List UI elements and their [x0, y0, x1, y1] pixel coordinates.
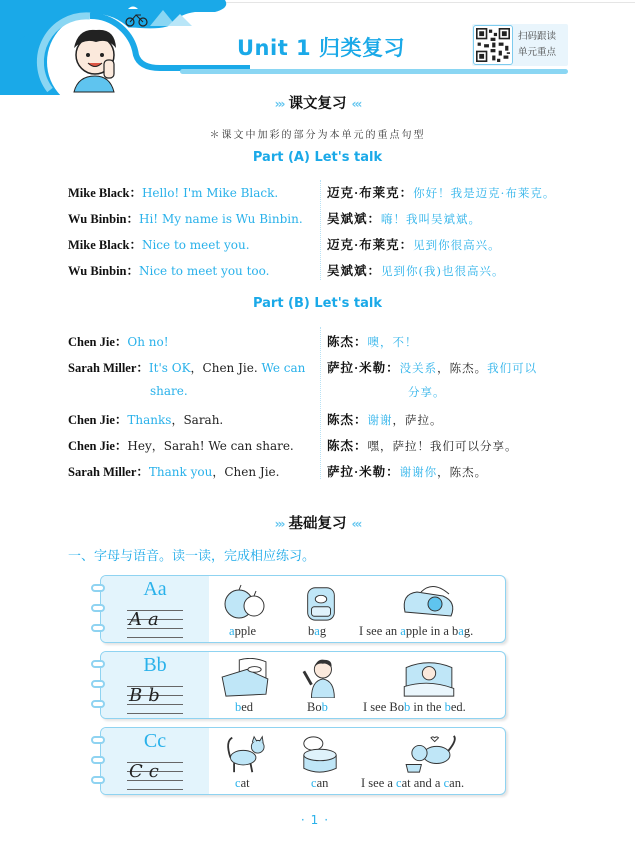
speaker-name-zh: 吴斌斌：: [327, 264, 382, 278]
arrows-right-icon: ›››: [274, 97, 284, 111]
apple-in-bag-icon: [399, 582, 459, 622]
dialog-line: [68, 436, 578, 462]
exercise-1-instruction: 一、字母与语音。读一读，完成相应练习。: [68, 549, 316, 564]
word-apple: apple: [229, 624, 257, 638]
dialog-line: [68, 209, 578, 235]
backpack-icon: [301, 582, 341, 622]
dialog-chinese: 嘿，萨拉！我们可以分享。: [367, 439, 518, 453]
binder-ring-icon: [91, 756, 105, 764]
bed-icon: [217, 658, 273, 698]
speaker-name-zh: 迈克·布莱克：: [327, 186, 414, 200]
speaker-name: Sarah Miller：: [68, 465, 149, 479]
speaker-name-zh: 萨拉·米勒：: [327, 361, 400, 375]
section-title-text: 课文复习: [288, 96, 347, 112]
dialog-english: Hello! I'm Mike Black.: [141, 186, 279, 200]
letter-card-c: [100, 727, 506, 795]
dialog-line: [68, 183, 578, 209]
dialog-chinese: ，陈杰。: [437, 465, 488, 479]
speaker-name-zh: 陈杰：: [327, 413, 368, 427]
arrows-left-icon: ‹‹‹: [351, 97, 361, 111]
speaker-name: Sarah Miller：: [68, 361, 149, 375]
word-bag: bag: [308, 624, 327, 638]
dialog-line: [68, 235, 578, 261]
letter-script: Aa: [129, 609, 165, 630]
dialog-english: Nice to meet you.: [141, 238, 250, 252]
qr-code-icon: [476, 28, 510, 62]
dialog-chinese-highlight: 谢谢: [367, 413, 393, 427]
dialog-line: [68, 358, 578, 384]
dialog-english-highlight: Thank you: [148, 465, 213, 479]
letter-card-b: [100, 651, 506, 719]
dialog-chinese: 见到你(我)也很高兴。: [381, 264, 505, 278]
binder-ring-icon: [91, 700, 105, 708]
dialog-english: Hi! My name is Wu Binbin.: [139, 212, 303, 226]
dialog-line: [68, 261, 578, 287]
speaker-name: Chen Jie：: [68, 335, 128, 349]
highlight-note: ＊课文中加彩的部分为本单元的重点句型: [209, 130, 426, 141]
dialog-chinese-highlight: 噢，不！: [367, 335, 418, 349]
dialog-line: [68, 410, 578, 436]
dialog-line-continuation: [68, 384, 578, 410]
letter-print: Aa: [143, 578, 167, 600]
qr-label-line2: 单元重点: [518, 47, 557, 58]
dialog-chinese: ，陈杰。: [437, 361, 488, 375]
speaker-name: Wu Binbin：: [68, 212, 139, 226]
section-title-review-text: [0, 92, 635, 113]
word-cat: cat: [235, 776, 250, 790]
dialog-chinese: 嗨！我叫吴斌斌。: [381, 212, 482, 226]
dialog-chinese-highlight: 没关系: [399, 361, 438, 375]
dialog-english-highlight: Thanks: [127, 413, 172, 427]
dialog-english-highlight: It's OK: [148, 361, 191, 375]
sentence-apple-bag: I see an apple in a bag.: [359, 624, 474, 638]
dialog-chinese-highlight: 谢谢你: [399, 465, 438, 479]
dialog-english: Hey，Sarah! We can share.: [127, 439, 294, 453]
arrows-right-icon: ›››: [274, 517, 284, 531]
dialog-chinese-highlight: 分享。: [408, 385, 446, 399]
cat-and-can-icon: [397, 734, 461, 774]
tin-can-icon: [297, 734, 343, 774]
letter-script: Bb: [129, 685, 166, 706]
dialog-english: Nice to meet you too.: [139, 264, 270, 278]
title-underline: [180, 69, 568, 74]
sentence-bob-bed: I see Bob in the bed.: [363, 700, 466, 714]
word-bob: Bob: [307, 700, 328, 714]
letter-print: Bb: [143, 654, 167, 676]
speaker-name: Chen Jie：: [68, 439, 128, 453]
dialog-english: ，Chen Jie.: [190, 361, 262, 375]
speaker-name-zh: 吴斌斌：: [327, 212, 382, 226]
binder-ring-icon: [91, 624, 105, 632]
binder-ring-icon: [91, 776, 105, 784]
word-bed: bed: [235, 700, 254, 714]
dialog-line: [68, 332, 578, 358]
apple-icon: [221, 582, 269, 622]
speaker-name-zh: 萨拉·米勒：: [327, 465, 400, 479]
page-number: ·1·: [300, 813, 335, 827]
dialog-english: ，Sarah.: [171, 413, 224, 427]
dialog-english: ，Chen Jie.: [212, 465, 280, 479]
dialog-english-highlight: share.: [150, 384, 188, 398]
boy-in-bed-icon: [399, 658, 459, 698]
boy-waving-icon: [299, 658, 343, 698]
part-b-title: Part (B) Let's talk: [252, 296, 383, 311]
dialog-chinese: 见到你很高兴。: [413, 238, 501, 252]
section-title-text: 基础复习: [288, 516, 347, 532]
speaker-name: Wu Binbin：: [68, 264, 139, 278]
binder-ring-icon: [91, 604, 105, 612]
dialog-english-highlight: We can: [261, 361, 306, 375]
word-can: can: [311, 776, 329, 790]
dialog-chinese: ，萨拉。: [392, 413, 443, 427]
qr-label: [518, 29, 556, 61]
sentence-cat-can: I see a cat and a can.: [361, 776, 465, 790]
boy-thumbs-up-illustration: [74, 30, 116, 92]
letter-script: Cc: [129, 761, 165, 782]
speaker-name: Mike Black：: [68, 238, 142, 252]
letter-card-a: [100, 575, 506, 643]
dialog-line: [68, 462, 578, 488]
letter-print: Cc: [143, 730, 167, 752]
speaker-name-zh: 迈克·布莱克：: [327, 238, 414, 252]
speaker-name: Mike Black：: [68, 186, 142, 200]
speaker-name-zh: 陈杰：: [327, 439, 368, 453]
qr-label-line1: 扫码跟读: [518, 31, 557, 42]
cat-icon: [219, 734, 271, 774]
part-a-title: Part (A) Let's talk: [252, 150, 383, 165]
dialog-chinese: 你好！我是迈克·布莱克。: [413, 186, 556, 200]
arrows-left-icon: ‹‹‹: [351, 517, 361, 531]
speaker-name-zh: 陈杰：: [327, 335, 368, 349]
binder-ring-icon: [91, 680, 105, 688]
qr-code[interactable]: [473, 25, 513, 65]
section-title-basic-review: [0, 512, 635, 533]
dialog-chinese-highlight: 我们可以: [487, 361, 538, 375]
dialog-english-highlight: Oh no!: [127, 335, 169, 349]
header-decoration: [0, 0, 250, 95]
speaker-name: Chen Jie：: [68, 413, 128, 427]
page-title: Unit 1 归类复习: [237, 36, 405, 60]
